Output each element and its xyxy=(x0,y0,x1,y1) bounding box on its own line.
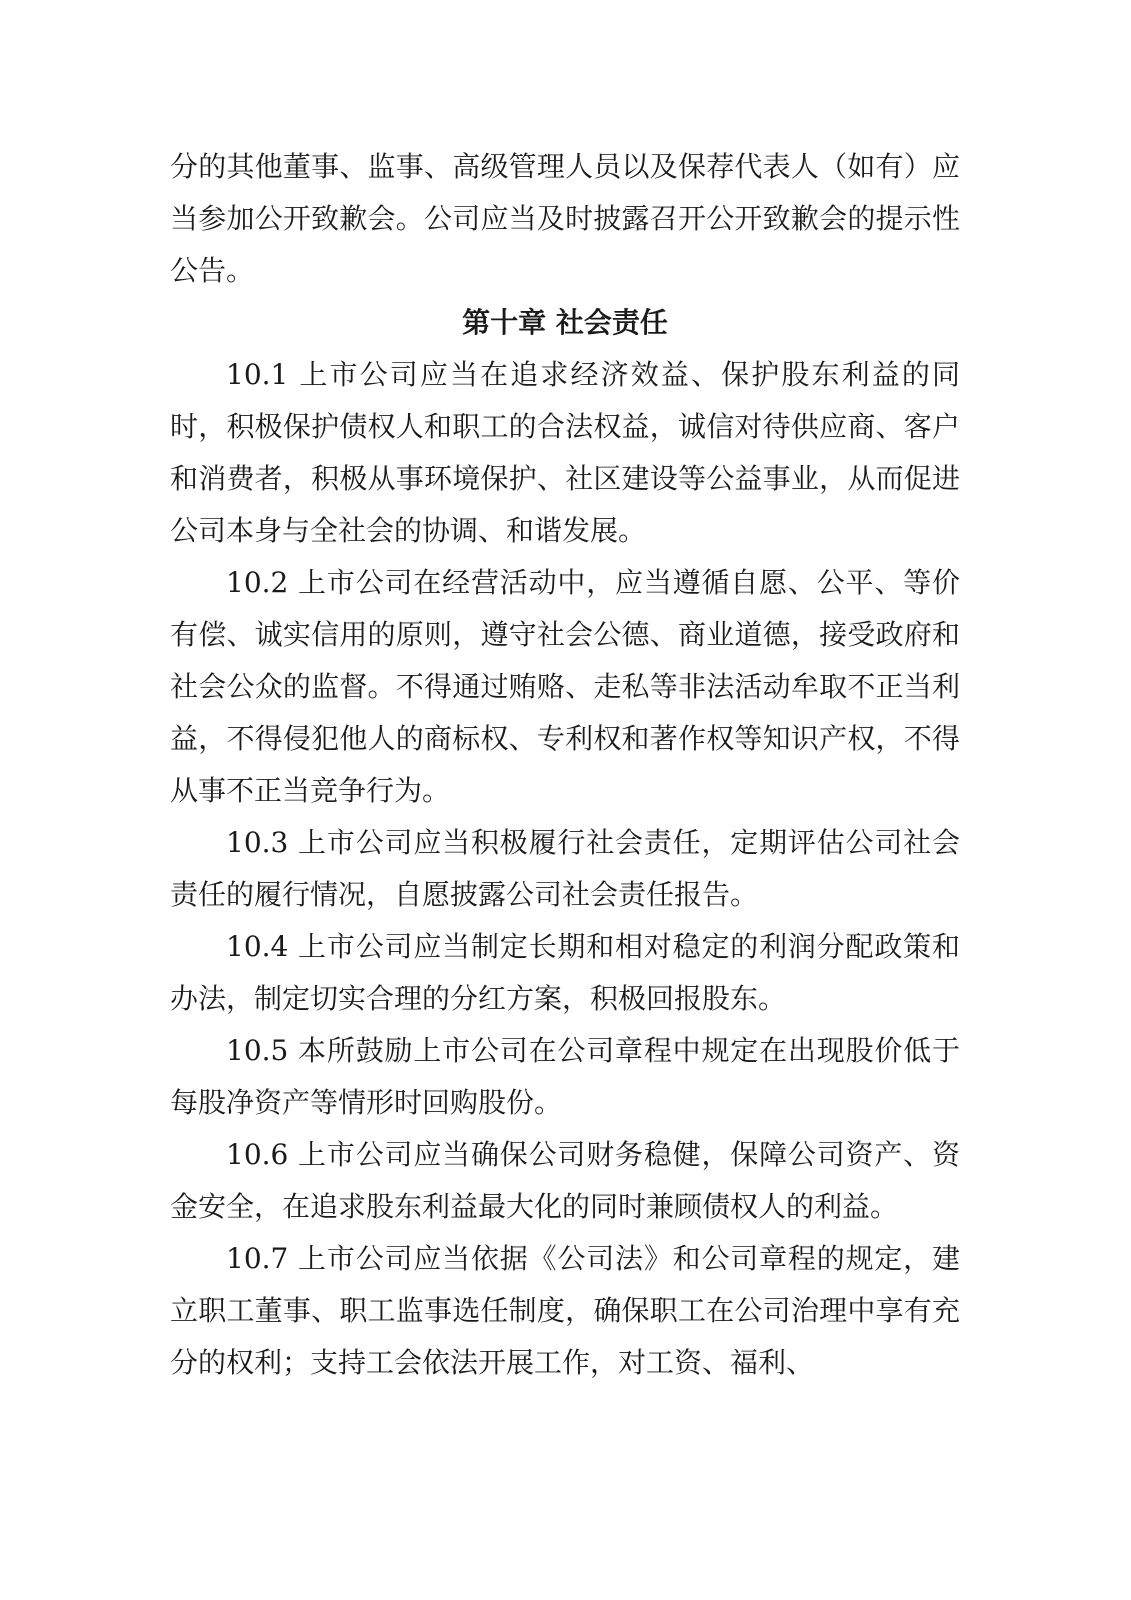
article-10-4: 10.4 上市公司应当制定长期和相对稳定的利润分配政策和办法，制定切实合理的分红方案，积极回报股东。 xyxy=(170,930,960,1015)
continuation-paragraph: 分的其他董事、监事、高级管理人员以及保荐代表人（如有）应当参加公开致歉会。公司应当及时披露召开公开致歉会的提示性公告。 xyxy=(170,150,960,287)
article-10-6: 10.6 上市公司应当确保公司财务稳健，保障公司资产、资金安全，在追求股东利益最大化的同时兼顾债权人的利益。 xyxy=(170,1138,960,1223)
article-10-5: 10.5 本所鼓励上市公司在公司章程中规定在出现股价低于每股净资产等情形时回购股份。 xyxy=(170,1034,960,1119)
article-10-3: 10.3 上市公司应当积极履行社会责任，定期评估公司社会责任的履行情况，自愿披露公司社会责任报告。 xyxy=(170,826,960,911)
article-10-2: 10.2 上市公司在经营活动中，应当遵循自愿、公平、等价有偿、诚实信用的原则，遵守社会公德、商业道德，接受政府和社会公众的监督。不得通过贿赂、走私等非法活动牟取不正当利益，不得侵犯他人的商标权、专利权和著作权等知识产权，不得从事不正当竞争行为。 xyxy=(170,566,960,807)
document-body xyxy=(170,141,960,1389)
article-10-7: 10.7 上市公司应当依据《公司法》和公司章程的规定，建立职工董事、职工监事选任制度，确保职工在公司治理中享有充分的权利；支持工会依法开展工作，对工资、福利、 xyxy=(170,1242,960,1379)
article-10-1: 10.1 上市公司应当在追求经济效益、保护股东利益的同时，积极保护债权人和职工的合法权益，诚信对待供应商、客户和消费者，积极从事环境保护、社区建设等公益事业，从而促进公司本身与全社会的协调、和谐发展。 xyxy=(170,358,960,547)
chapter-title: 第十章 社会责任 xyxy=(462,306,668,339)
